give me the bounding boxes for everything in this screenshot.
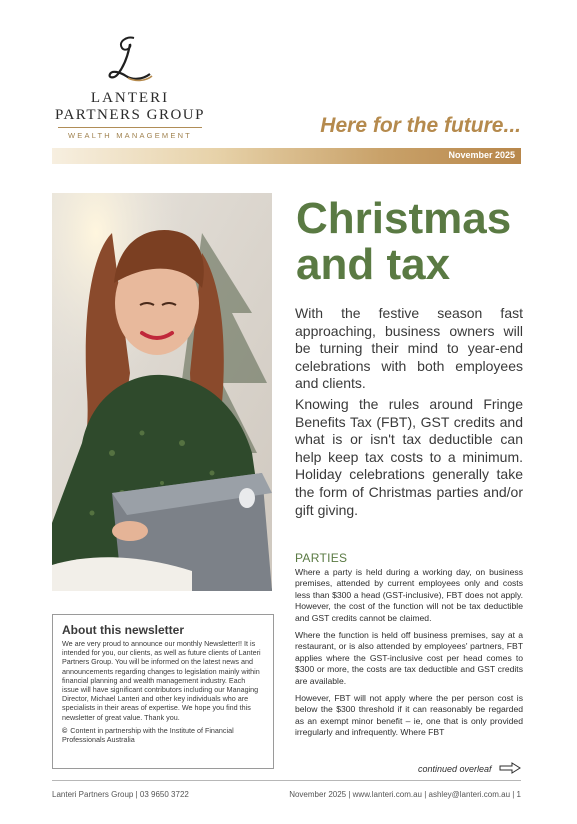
header-gold-bar [52, 148, 521, 164]
monogram-l-logo-icon [104, 34, 156, 84]
body-paragraph: However, FBT will not apply where the per person cost is below the $300 threshold if it can reasonably be regarded as an exempt minor benefit – ie, one that is only provided irregularly and infrequently. Where FBT [295, 693, 523, 738]
section-heading: PARTIES [295, 551, 348, 565]
article-title: Christmas and tax [296, 194, 512, 289]
body-paragraph: Where a party is held during a working day, on business premises, attended by current employees only and costs less than $300 a head (GST-inclusive), FBT does not apply. However, the cost of the function will not be tax deductible and GST credits cannot be claimed. [295, 567, 523, 623]
article-body [295, 567, 523, 745]
logo-divider [58, 127, 202, 128]
footer-divider [52, 780, 521, 781]
intro-paragraph: With the festive season fast approaching, business owners will be turning their mind to year-end celebrations with both employees and clients. [295, 305, 523, 392]
body-paragraph: Where the function is held off business premises, say at a restaurant, or is also attended by employees' partners, FBT applies where the GST-inclusive cost per head comes to $300 or more, the costs are tax deductible and GST credits are available. [295, 630, 523, 686]
about-note-text: Content in partnership with the Institute of Financial Professionals Australia [62, 725, 234, 745]
intro-paragraph: Knowing the rules around Fringe Benefits Tax (FBT), GST credits and what is or isn't tax deductible can help keep tax costs to a minimum. Holiday celebrations generally take the form of Christmas parties and/or gift giving. [295, 395, 523, 518]
about-newsletter-box [52, 614, 274, 769]
issue-date: November 2025 [448, 150, 515, 160]
woman-with-laptop-image [52, 193, 272, 591]
footer-page-info: November 2025 | www.lanteri.com.au | ashley@lanteri.com.au | 1 [289, 790, 521, 799]
about-title: About this newsletter [62, 623, 185, 637]
arrow-right-icon [499, 762, 521, 774]
copyright-icon: © [62, 725, 68, 735]
logo-text-line3: WEALTH MANAGEMENT [68, 131, 192, 140]
footer-contact: Lanteri Partners Group | 03 9650 3722 [52, 790, 189, 799]
logo-text-line2: PARTNERS GROUP [54, 107, 205, 123]
about-text: We are very proud to announce our monthly Newsletter!! It is intended for you, our clients, as well as future clients of Lanteri Partners Group. You will be informed on the latest news and announcements regarding changes to legislation mainly within financial planning and wealth management industry. Each issue will have significant contributors including our Managing Director, Michael Lanteri and other key individuals who are specialists in their areas of expertise. We hope you find this newsletter of great value. Thank you. [62, 639, 261, 722]
hero-photo [52, 193, 272, 591]
article-intro [295, 305, 523, 522]
about-note [62, 726, 264, 744]
continued-overleaf-label: continued overleaf [418, 764, 492, 774]
tagline: Here for the future... [320, 114, 521, 137]
company-logo [46, 34, 214, 146]
logo-text-line1: LANTERI [90, 90, 170, 106]
